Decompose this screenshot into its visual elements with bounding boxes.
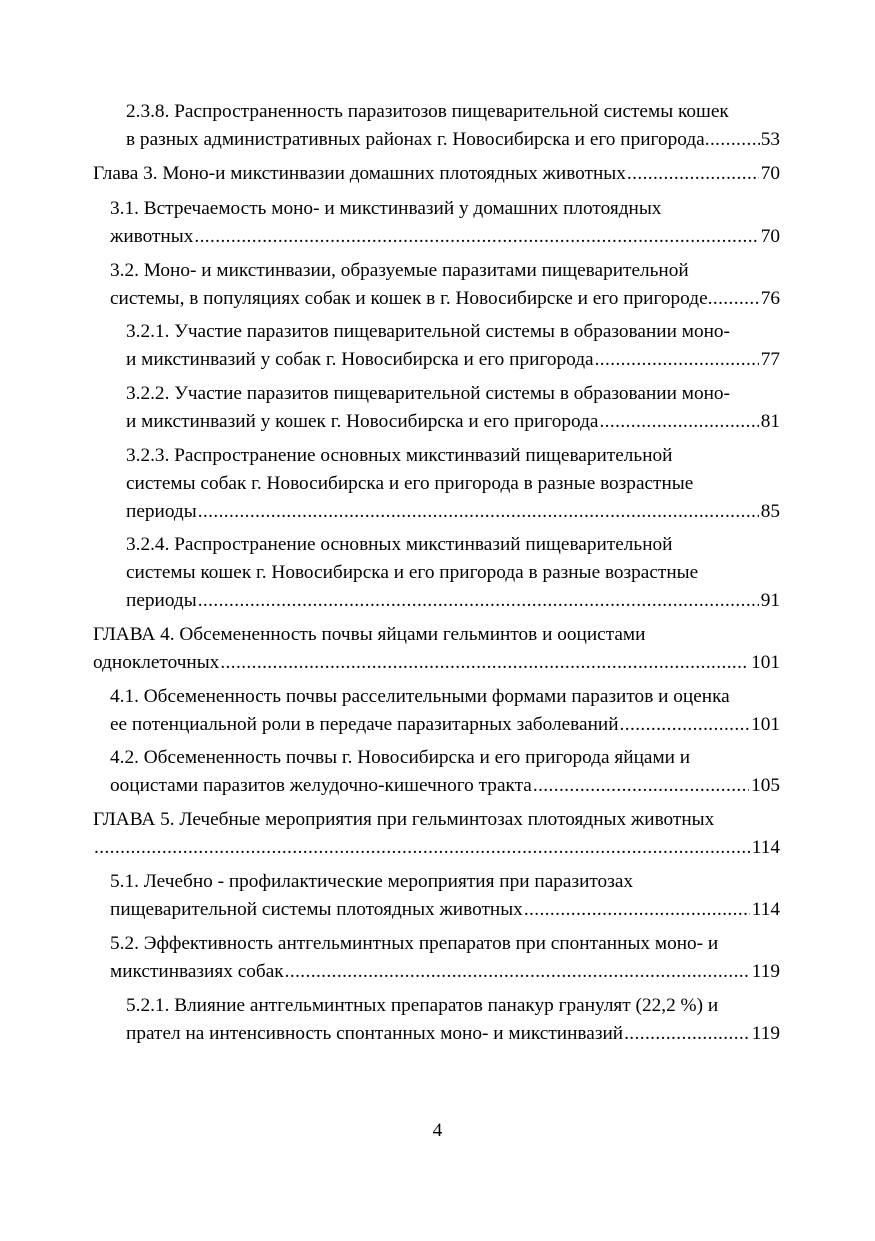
toc-entry-last-line: [93, 834, 780, 862]
toc-entry-5-1: [110, 868, 780, 924]
toc-entry-line: 3.2.3. Распространение основных микстинвазий пищеварительной: [126, 445, 673, 466]
toc-entry-text: животных: [110, 226, 194, 247]
toc-entry-chapter-5: [93, 806, 780, 862]
toc-entry-line: 3.1. Встречаемость моно- и микстинвазий у домашних плотоядных: [110, 198, 662, 219]
toc-entry-3-2-3: [126, 442, 780, 526]
toc-leader-dots: [285, 958, 750, 986]
toc-entry-text: и микстинвазий у кошек г. Новосибирска и его пригорода: [126, 411, 599, 432]
toc-entry-text: пищеварительной системы плотоядных животных: [110, 899, 523, 920]
toc-entry-text: периоды: [126, 501, 197, 522]
toc-page-number: 101: [751, 714, 780, 735]
toc-leader-dots: [198, 587, 759, 615]
toc-entry-last-line: [110, 711, 780, 739]
toc-page-number: 105: [751, 775, 780, 796]
toc-entry-chapter-4: [93, 621, 780, 677]
toc-page-number: 119: [751, 1023, 780, 1044]
toc-page-number: 85: [760, 501, 780, 522]
toc-entry-line: 3.2. Моно- и микстинвазии, образуемые паразитами пищеварительной: [110, 260, 689, 281]
toc-entry-text: Глава 3. Моно-и микстинвазии домашних плотоядных животных: [93, 163, 626, 184]
toc-page-number: 77: [760, 349, 780, 370]
toc-entry-text: прател на интенсивность спонтанных моно- и микстинвазий: [126, 1023, 624, 1044]
toc-entry-line: системы собак г. Новосибирска и его пригорода в разные возрастные: [126, 473, 694, 494]
toc-entry-text: микстинвазиях собак: [110, 961, 284, 982]
toc-leader-dots: [708, 285, 760, 313]
toc-leader-dots: [220, 649, 749, 677]
toc-entry-3-2-2: [126, 380, 780, 436]
toc-entry-line: 5.2. Эффективность антгельминтных препаратов при спонтанных моно- и: [110, 933, 719, 954]
toc-leader-dots: [198, 498, 759, 526]
toc-entry-line: ГЛАВА 4. Обсемененность почвы яйцами гельминтов и ооцистами: [93, 624, 646, 645]
toc-leader-dots: [595, 346, 759, 374]
toc-entry-line: 4.1. Обсемененность почвы расселительными формами паразитов и оценка: [110, 686, 730, 707]
toc-page-number: 119: [751, 961, 780, 982]
toc-entry-2-3-8: [126, 98, 780, 154]
toc-leader-dots: [533, 772, 749, 800]
toc-entry-last-line: [126, 126, 780, 154]
toc-page-number: 70: [760, 226, 780, 247]
toc-entry-last-line: [126, 1020, 780, 1048]
toc-page-number: 91: [760, 590, 780, 611]
toc-page-number: 70: [760, 163, 780, 184]
toc-entry-3-2-4: [126, 531, 780, 615]
toc-entry-last-line: [110, 223, 780, 251]
toc-page-number: 114: [751, 899, 780, 920]
toc-entry-last-line: [126, 346, 780, 374]
toc-entry-5-2: [110, 930, 780, 986]
toc-entry-line: 4.2. Обсемененность почвы г. Новосибирска и его пригорода яйцами и: [110, 747, 691, 768]
toc-entry-last-line: [126, 408, 780, 436]
toc-page-number: 53: [760, 129, 780, 150]
toc-entry-text: в разных административных районах г. Новосибирска и его пригорода: [126, 129, 705, 150]
toc-entry-line: 5.1. Лечебно - профилактические мероприятия при паразитозах: [110, 871, 634, 892]
toc-leader-dots: [194, 223, 758, 251]
toc-leader-dots: [620, 711, 750, 739]
toc-entry-line: 3.2.4. Распространение основных микстинвазий пищеварительной: [126, 534, 673, 555]
toc-entry-text: одноклеточных: [93, 652, 220, 673]
toc-leader-dots: [705, 126, 760, 154]
toc-entry-4-2: [110, 744, 780, 800]
toc-leader-dots: [624, 1020, 750, 1048]
toc-entry-last-line: [110, 285, 780, 313]
toc-entry-text: периоды: [126, 590, 197, 611]
toc-entry-line: 5.2.1. Влияние антгельминтных препаратов панакур гранулят (22,2 %) и: [126, 995, 719, 1016]
toc-entry-text: системы, в популяциях собак и кошек в г. Новосибирске и его пригороде: [110, 288, 708, 309]
toc-entry-text: и микстинвазий у собак г. Новосибирска и его пригорода: [126, 349, 594, 370]
toc-entry-line: 3.2.1. Участие паразитов пищеварительной системы в образовании моно-: [126, 321, 730, 342]
toc-leader-dots: [524, 896, 750, 924]
toc-page-number: 101: [751, 652, 780, 673]
toc-entry-3-2: [110, 257, 780, 313]
page-number: 4: [432, 1120, 443, 1141]
toc-entry-last-line: [110, 896, 780, 924]
toc-entry-3-1: [110, 195, 780, 251]
toc-entry-5-2-1: [126, 992, 780, 1048]
toc-entry-text: ооцистами паразитов желудочно-кишечного тракта: [110, 775, 532, 796]
toc-leader-dots: [599, 408, 758, 436]
toc-entry-line: 3.2.2. Участие паразитов пищеварительной системы в образовании моно-: [126, 383, 730, 404]
toc-entry-last-line: [126, 498, 780, 526]
toc-entry-line: ГЛАВА 5. Лечебные мероприятия при гельминтозах плотоядных животных: [93, 809, 715, 830]
toc-entry-last-line: [110, 772, 780, 800]
toc-entry-line: 2.3.8. Распространенность паразитозов пищеварительной системы кошек: [126, 101, 729, 122]
toc-entry-text: ее потенциальной роли в передаче паразитарных заболеваний: [110, 714, 619, 735]
toc-entry-last-line: [110, 958, 780, 986]
toc-leader-dots: [627, 160, 759, 188]
toc-entry-last-line: [126, 587, 780, 615]
toc-page-number: 81: [760, 411, 780, 432]
toc-entry-4-1: [110, 683, 780, 739]
toc-page-number: 76: [760, 288, 780, 309]
toc-entry-3-2-1: [126, 318, 780, 374]
toc-entry-last-line: [93, 160, 780, 188]
toc-page-number: 114: [751, 837, 780, 858]
toc-entry-chapter-3: [93, 160, 780, 188]
toc-entry-last-line: [93, 649, 780, 677]
toc-entry-line: системы кошек г. Новосибирска и его пригорода в разные возрастные: [126, 562, 699, 583]
toc-leader-dots: [94, 834, 750, 862]
